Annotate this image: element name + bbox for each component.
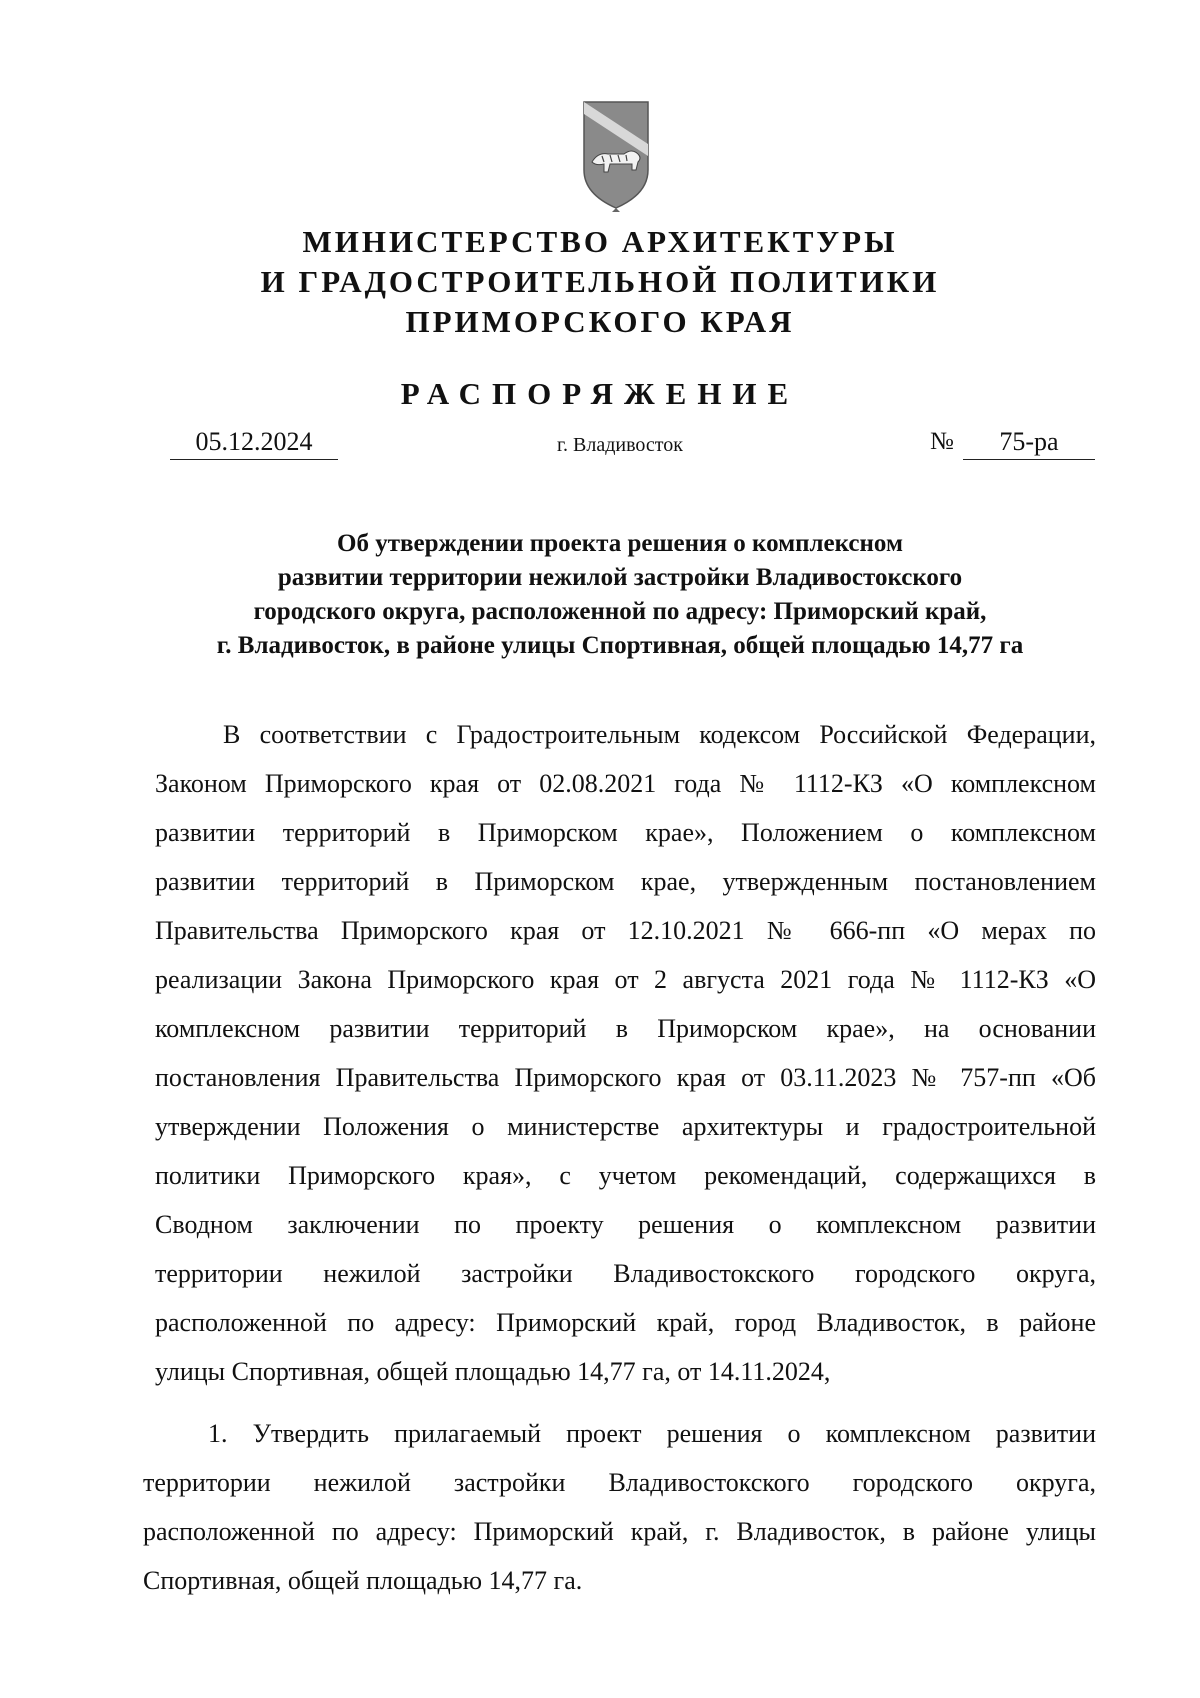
document-number: 75-ра [963, 425, 1095, 460]
ministry-name-line-3: ПРИМОРСКОГО КРАЯ [405, 304, 795, 339]
preamble-line: политики Приморского края», с учетом рекомендаций, содержащихся в [155, 1161, 1096, 1190]
subject-line: развитии территории нежилой застройки Владивостокского [277, 564, 963, 591]
preamble-line: постановления Правительства Приморского края от 03.11.2023 № 757-пп «Об [155, 1063, 1096, 1092]
preamble-line: расположенной по адресу: Приморский край, город Владивосток, в районе [155, 1308, 1096, 1337]
subject-line: городского округа, расположенной по адресу: Приморский край, [253, 598, 987, 625]
ministry-name-line-2: И ГРАДОСТРОИТЕЛЬНОЙ ПОЛИТИКИ [260, 264, 940, 299]
preamble-line: Законом Приморского края от 02.08.2021 года № 1112-КЗ «О комплексном [155, 769, 1096, 798]
item-1-line: расположенной по адресу: Приморский край, г. Владивосток, в районе улицы [143, 1517, 1096, 1546]
preamble-line: развитии территорий в Приморском крае», Положением о комплексном [155, 818, 1096, 847]
document-city: г. Владивосток [557, 434, 683, 456]
preamble-line: Сводном заключении по проекту решения о комплексном развитии [155, 1210, 1096, 1239]
preamble-line: утверждении Положения о министерстве архитектуры и градостроительной [155, 1112, 1096, 1141]
coat-of-arms-icon [578, 98, 654, 212]
preamble-line: Правительства Приморского края от 12.10.2021 № 666-пп «О мерах по [155, 916, 1096, 945]
item-1-line: территории нежилой застройки Владивостокского городского округа, [143, 1468, 1096, 1497]
preamble-line: территории нежилой застройки Владивостокского городского округа, [155, 1259, 1096, 1288]
ministry-name-line-1: МИНИСТЕРСТВО АРХИТЕКТУРЫ [302, 224, 898, 259]
subject-line: г. Владивосток, в районе улицы Спортивная, общей площадью 14,77 га [216, 632, 1024, 659]
item-1-line: 1. Утвердить прилагаемый проект решения о комплексном развитии [208, 1419, 1096, 1448]
preamble-line: улицы Спортивная, общей площадью 14,77 га, от 14.11.2024, [155, 1357, 831, 1386]
preamble-line: развитии территорий в Приморском крае, утвержденным постановлением [155, 867, 1096, 896]
number-sign: № [930, 428, 954, 455]
preamble-line: В соответствии с Градостроительным кодексом Российской Федерации, [223, 720, 1096, 749]
document-type-title: РАСПОРЯЖЕНИЕ [400, 376, 800, 411]
preamble-line: реализации Закона Приморского края от 2 августа 2021 года № 1112-КЗ «О [155, 965, 1096, 994]
subject-line: Об утверждении проекта решения о комплексном [337, 530, 903, 557]
item-1-line: Спортивная, общей площадью 14,77 га. [143, 1566, 583, 1595]
document-date: 05.12.2024 [170, 425, 338, 460]
preamble-line: комплексном развитии территорий в Приморском крае», на основании [155, 1014, 1096, 1043]
